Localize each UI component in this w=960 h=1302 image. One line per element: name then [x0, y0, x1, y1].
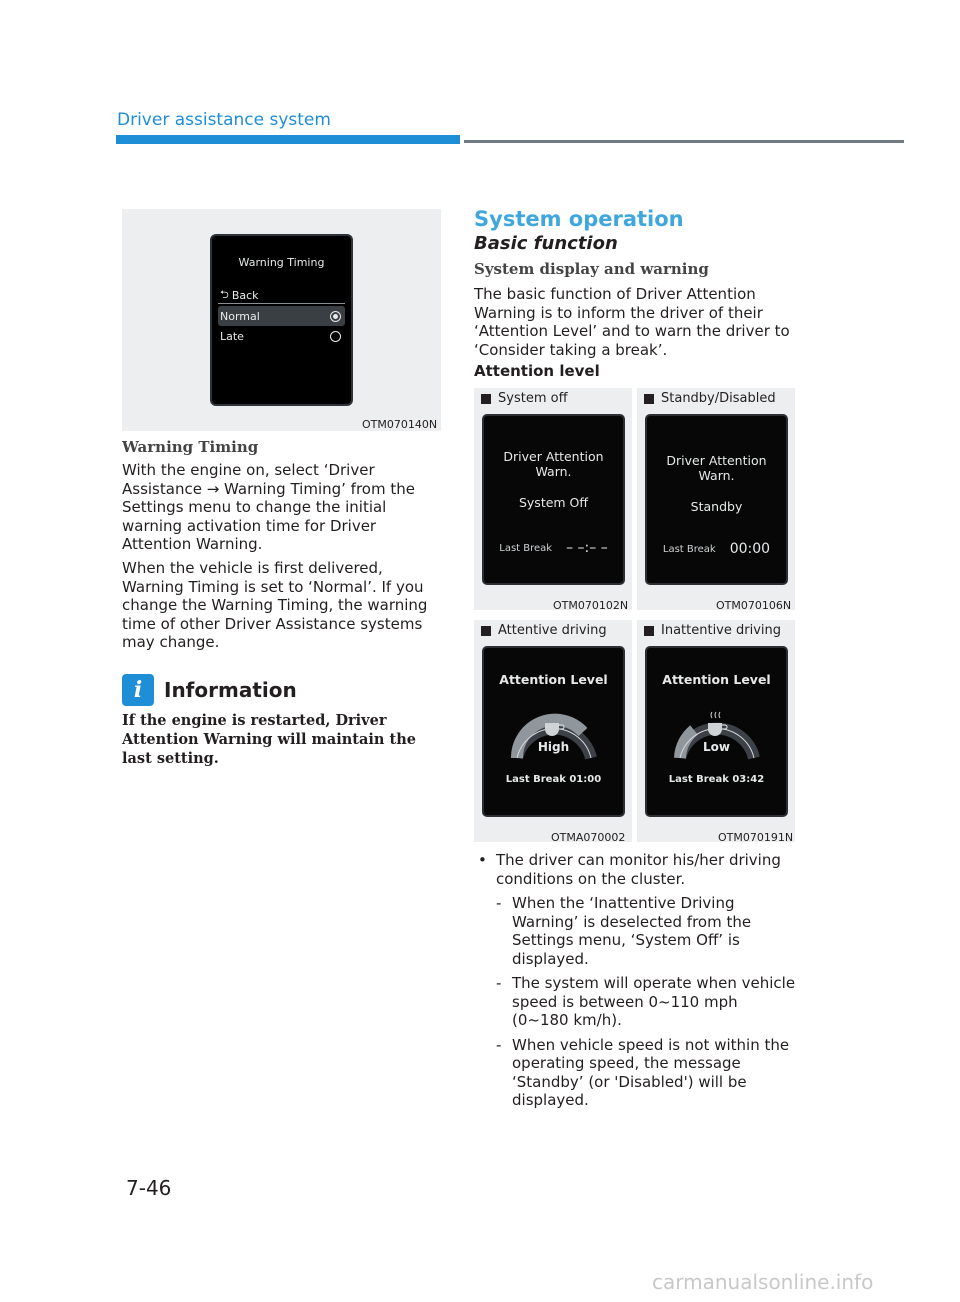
- option-label: Normal: [220, 309, 260, 323]
- attention-gauge: [672, 696, 762, 766]
- attention-gauge: [509, 696, 599, 766]
- screen-title: Attention Level: [662, 672, 771, 687]
- figure-code: OTM070140N: [362, 418, 438, 431]
- status-text: System Off: [518, 495, 589, 510]
- paragraph: The basic function of Driver Attention Warning is to inform the driver of their ‘Attention Level’ and to warn the driver to ‘Consider taking a break’.: [474, 285, 790, 359]
- warning-timing-heading: Warning Timing: [122, 438, 259, 456]
- system-operation-title: System operation: [474, 207, 684, 231]
- figure-code: OTM070191N: [718, 831, 794, 844]
- steam-icon: [711, 712, 720, 718]
- paragraph: With the engine on, select ‘Driver Assistance → Warning Timing’ from the Settings menu to change the initial warning activation time for Driver Attention Warning.: [122, 461, 415, 553]
- sub-list-item: [496, 974, 798, 1030]
- last-break-text: Last Break 03:42: [668, 774, 765, 785]
- watermark: carmanualsonline.info: [652, 1270, 874, 1294]
- header-bar-accent: [116, 135, 460, 144]
- bullet-icon: •: [478, 851, 487, 869]
- figure-caption: [481, 623, 607, 638]
- square-bullet-icon: [481, 394, 491, 404]
- list-item-text: When vehicle speed is not within the operating speed, the message ‘Standby’ (or 'Disabled') will be displayed.: [512, 1035, 790, 1109]
- last-break-text: Last Break 01:00: [505, 774, 602, 785]
- dash-icon: -: [496, 974, 502, 992]
- list-item-text: The system will operate when vehicle speed is between 0~110 mph (0~180 km/h).: [512, 974, 796, 1029]
- level-text: High: [537, 740, 570, 754]
- radio-selected-icon: [330, 311, 341, 322]
- header-bar-rule: [464, 140, 904, 143]
- back-label: Back: [231, 289, 259, 302]
- basic-function-subtitle: Basic function: [474, 233, 618, 254]
- menu-divider: [218, 303, 345, 304]
- cluster-screen: [482, 414, 625, 585]
- cluster-screen: [645, 646, 788, 817]
- last-break-time: 00:00: [729, 541, 771, 557]
- section-title: Driver assistance system: [117, 110, 331, 130]
- page-number: 7-46: [126, 1176, 172, 1200]
- radio-empty-icon: [330, 331, 341, 342]
- square-bullet-icon: [481, 626, 491, 636]
- screen-title: Driver Attention Warn.: [503, 449, 604, 479]
- square-bullet-icon: [644, 626, 654, 636]
- info-icon: i: [122, 674, 154, 706]
- square-bullet-icon: [644, 394, 654, 404]
- information-text: If the engine is restarted, Driver Attention Warning will maintain the last setting.: [122, 712, 416, 767]
- sub-list-item: [496, 894, 798, 968]
- cluster-screen: [645, 414, 788, 585]
- figure-code: OTM070106N: [716, 599, 792, 612]
- list-item-text: When the ‘Inattentive Driving Warning’ is deselected from the Settings menu, ‘System Off’ is displayed.: [512, 894, 752, 968]
- back-icon: ⮌: [220, 288, 229, 301]
- figure-caption: [644, 623, 781, 638]
- caption-text: System off: [498, 391, 568, 406]
- caption-text: Standby/Disabled: [661, 391, 776, 406]
- paragraph: When the vehicle is first delivered, Warning Timing is set to ‘Normal’. If you change the Warning Timing, the warning time of other Driver Assistance systems may change.: [122, 559, 428, 651]
- last-break-time: – –:– –: [566, 540, 608, 556]
- option-late: [218, 326, 345, 346]
- dash-icon: -: [496, 894, 502, 912]
- system-display-heading: System display and warning: [474, 260, 709, 278]
- last-break-row: [647, 541, 786, 557]
- level-text: Low: [703, 740, 730, 754]
- list-item: [478, 851, 798, 888]
- information-title: Information: [164, 678, 297, 702]
- option-normal: [218, 306, 345, 326]
- bullet-list: [478, 851, 798, 1110]
- caption-text: Inattentive driving: [661, 623, 782, 638]
- warning-timing-screen: [210, 234, 353, 406]
- information-box: [122, 674, 297, 706]
- last-break-row: [484, 540, 623, 556]
- status-text: Standby: [690, 499, 743, 514]
- last-break-label: Last Break: [662, 543, 716, 555]
- caption-text: Attentive driving: [498, 623, 607, 638]
- screen-title: Attention Level: [499, 672, 608, 687]
- screen-title: Warning Timing: [238, 256, 325, 269]
- figure-caption: [644, 391, 776, 406]
- option-label: Late: [220, 329, 244, 343]
- sub-list-item: [496, 1036, 798, 1110]
- screen-title: Driver Attention Warn.: [666, 453, 767, 483]
- attention-level-heading: Attention level: [474, 362, 600, 380]
- figure-caption: [481, 391, 568, 406]
- figure-code: OTM070102N: [553, 599, 629, 612]
- dash-icon: -: [496, 1035, 502, 1054]
- figure-code: OTMA070002: [551, 831, 626, 844]
- list-item-text: The driver can monitor his/her driving conditions on the cluster.: [496, 851, 781, 888]
- cluster-screen: [482, 646, 625, 817]
- last-break-label: Last Break: [499, 542, 553, 554]
